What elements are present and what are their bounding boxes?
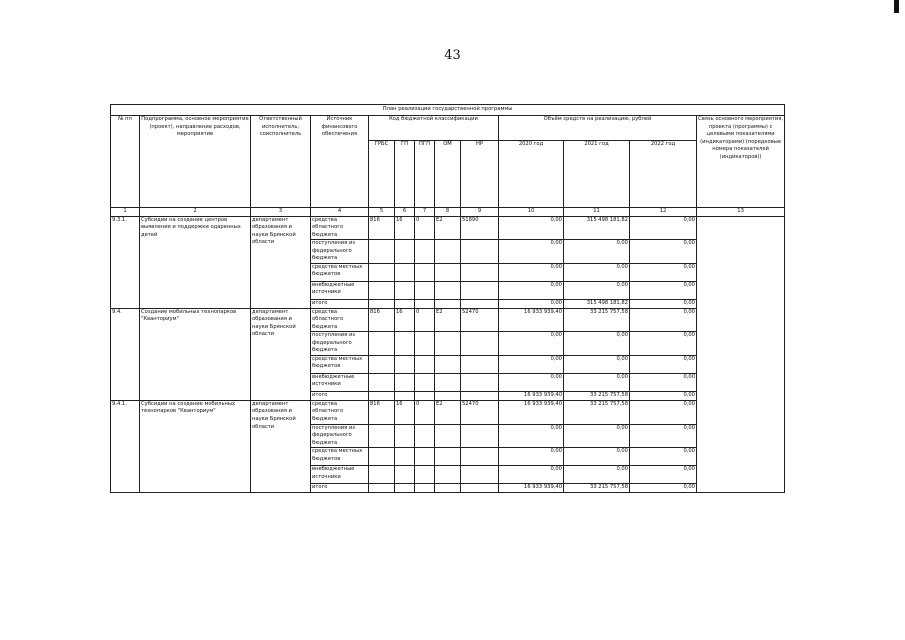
code-grbs: [369, 424, 395, 448]
code-grbs: [369, 466, 395, 484]
code-grbs: [369, 299, 395, 308]
code-gp: [395, 281, 415, 299]
row-number: 9.3.1.: [111, 216, 140, 308]
responsible-executor: департамент образования и науки Брянской области: [251, 308, 311, 400]
amount-2021: 0,00: [564, 424, 630, 448]
amount-2020: 16 933 939,40: [499, 391, 564, 400]
code-gp: [395, 263, 415, 281]
code-pgp: [415, 332, 435, 356]
code-pgp: [415, 373, 435, 391]
code-om: [435, 391, 461, 400]
amount-2020: 16 933 939,40: [499, 308, 564, 332]
code-nr: [461, 484, 499, 493]
code-grbs: [369, 484, 395, 493]
amount-2022: 0,00: [630, 466, 697, 484]
funding-source: итого: [311, 391, 369, 400]
column-number: 11: [564, 208, 630, 217]
amount-2022: 0,00: [630, 281, 697, 299]
code-om: [435, 299, 461, 308]
code-om: [435, 263, 461, 281]
measure-name: Субсидии на создание мобильных технопарков "Кванториум": [140, 400, 251, 492]
code-om: Е2: [435, 308, 461, 332]
header-om: ОМ: [435, 141, 461, 208]
code-grbs: [369, 240, 395, 264]
header-links: Связь основного мероприятия, проекта (программы) с целевыми показателями (индикаторами) (порядковые номера показателей (индикаторов)): [697, 116, 785, 208]
program-plan-table: [110, 104, 785, 493]
amount-2021: 0,00: [564, 263, 630, 281]
code-pgp: [415, 448, 435, 466]
amount-2021: 0,00: [564, 466, 630, 484]
amount-2021: 0,00: [564, 281, 630, 299]
code-om: [435, 466, 461, 484]
amount-2022: 0,00: [630, 332, 697, 356]
amount-2022: 0,00: [630, 299, 697, 308]
funding-source: средства областного бюджета: [311, 308, 369, 332]
code-nr: [461, 240, 499, 264]
code-gp: [395, 466, 415, 484]
amount-2021: 0,00: [564, 240, 630, 264]
header-source: Источник финансового обеспечения: [311, 116, 369, 208]
column-number: 5: [369, 208, 395, 217]
code-nr: [461, 466, 499, 484]
code-grbs: [369, 332, 395, 356]
amount-2020: 16 933 939,40: [499, 484, 564, 493]
amount-2021: 33 215 757,58: [564, 484, 630, 493]
amount-2021: 315 498 181,82: [564, 299, 630, 308]
responsible-executor: департамент образования и науки Брянской области: [251, 216, 311, 308]
table-row: [111, 308, 785, 332]
amount-2020: 0,00: [499, 263, 564, 281]
code-gp: [395, 240, 415, 264]
funding-source: средства областного бюджета: [311, 216, 369, 240]
funding-source: поступления из федерального бюджета: [311, 240, 369, 264]
code-grbs: [369, 391, 395, 400]
code-gp: [395, 332, 415, 356]
amount-2020: 0,00: [499, 281, 564, 299]
funding-source: средства местных бюджетов: [311, 263, 369, 281]
amount-2021: 33 215 757,58: [564, 400, 630, 424]
header-gp: ГП: [395, 141, 415, 208]
code-om: [435, 448, 461, 466]
amount-2020: 0,00: [499, 466, 564, 484]
code-om: [435, 484, 461, 493]
code-pgp: [415, 240, 435, 264]
code-gp: [395, 299, 415, 308]
funding-source: внебюджетные источники: [311, 466, 369, 484]
code-nr: [461, 391, 499, 400]
amount-2021: 33 215 757,58: [564, 308, 630, 332]
amount-2022: 0,00: [630, 240, 697, 264]
code-om: [435, 373, 461, 391]
funding-source: итого: [311, 484, 369, 493]
code-pgp: [415, 484, 435, 493]
row-number: 9.4.1.: [111, 400, 140, 492]
row-number: 9.4.: [111, 308, 140, 400]
funding-source: внебюджетные источники: [311, 373, 369, 391]
funding-source: средства областного бюджета: [311, 400, 369, 424]
code-nr: 52470: [461, 308, 499, 332]
header-num: № пп: [111, 116, 140, 208]
amount-2020: 0,00: [499, 216, 564, 240]
header-volume: Объём средств на реализацию, рублей: [499, 116, 697, 141]
amount-2022: 0,00: [630, 484, 697, 493]
funding-source: поступления из федерального бюджета: [311, 332, 369, 356]
funding-source: итого: [311, 299, 369, 308]
header-nr: НР: [461, 141, 499, 208]
header-2022: 2022 год: [630, 141, 697, 208]
column-number: 12: [630, 208, 697, 217]
column-number: 2: [140, 208, 251, 217]
code-nr: [461, 299, 499, 308]
code-om: [435, 240, 461, 264]
funding-source: средства местных бюджетов: [311, 448, 369, 466]
code-pgp: 0: [415, 400, 435, 424]
code-nr: [461, 355, 499, 373]
amount-2020: 0,00: [499, 240, 564, 264]
code-nr: [461, 424, 499, 448]
code-om: [435, 424, 461, 448]
code-om: [435, 332, 461, 356]
amount-2021: 0,00: [564, 373, 630, 391]
table-row: [111, 400, 785, 424]
code-grbs: 816: [369, 216, 395, 240]
code-om: Е2: [435, 400, 461, 424]
code-pgp: [415, 466, 435, 484]
column-number: 3: [251, 208, 311, 217]
amount-2022: 0,00: [630, 448, 697, 466]
code-nr: 52470: [461, 400, 499, 424]
header-2020: 2020 год: [499, 141, 564, 208]
code-grbs: [369, 355, 395, 373]
code-grbs: [369, 263, 395, 281]
amount-2020: 0,00: [499, 299, 564, 308]
column-number: 4: [311, 208, 369, 217]
amount-2021: 0,00: [564, 355, 630, 373]
column-number: 1: [111, 208, 140, 217]
code-nr: [461, 448, 499, 466]
measure-name: Создание мобильных технопарков "Кванториум": [140, 308, 251, 400]
code-pgp: 0: [415, 308, 435, 332]
code-pgp: [415, 299, 435, 308]
amount-2022: 0,00: [630, 216, 697, 240]
amount-2021: 0,00: [564, 448, 630, 466]
code-om: Е2: [435, 216, 461, 240]
code-nr: [461, 263, 499, 281]
scan-edge-mark: [894, 0, 899, 13]
responsible-executor: департамент образования и науки Брянской области: [251, 400, 311, 492]
amount-2022: 0,00: [630, 424, 697, 448]
header-grbs: ГРБС: [369, 141, 395, 208]
code-gp: [395, 391, 415, 400]
code-grbs: [369, 373, 395, 391]
amount-2020: 0,00: [499, 448, 564, 466]
amount-2022: 0,00: [630, 391, 697, 400]
code-gp: [395, 355, 415, 373]
code-pgp: [415, 424, 435, 448]
amount-2021: 0,00: [564, 332, 630, 356]
page-number: 43: [444, 48, 461, 63]
column-number: 6: [395, 208, 415, 217]
code-grbs: [369, 281, 395, 299]
header-2021: 2021 год: [564, 141, 630, 208]
amount-2021: 315 498 181,82: [564, 216, 630, 240]
code-pgp: [415, 391, 435, 400]
code-pgp: [415, 281, 435, 299]
header-responsible: Ответственный исполнитель, соисполнитель: [251, 116, 311, 208]
header-budget-code: Код бюджетной классификации: [369, 116, 499, 141]
code-nr: [461, 281, 499, 299]
amount-2022: 0,00: [630, 373, 697, 391]
code-gp: [395, 373, 415, 391]
column-number: 7: [415, 208, 435, 217]
code-gp: [395, 424, 415, 448]
table-row: [111, 216, 785, 240]
code-nr: 51890: [461, 216, 499, 240]
header-program: Подпрограмма, основное мероприятие (проект), направление расходов, мероприятие: [140, 116, 251, 208]
table-title: План реализации государственной программы: [111, 105, 785, 116]
amount-2021: 33 215 757,58: [564, 391, 630, 400]
indicator-links: [697, 216, 785, 493]
amount-2020: 0,00: [499, 424, 564, 448]
amount-2020: 0,00: [499, 355, 564, 373]
amount-2022: 0,00: [630, 400, 697, 424]
code-gp: [395, 484, 415, 493]
code-om: [435, 281, 461, 299]
amount-2022: 0,00: [630, 263, 697, 281]
code-grbs: 816: [369, 308, 395, 332]
funding-source: средства местных бюджетов: [311, 355, 369, 373]
column-number: 9: [461, 208, 499, 217]
funding-source: поступления из федерального бюджета: [311, 424, 369, 448]
amount-2020: 0,00: [499, 373, 564, 391]
amount-2022: 0,00: [630, 308, 697, 332]
code-grbs: [369, 448, 395, 466]
measure-name: Субсидии на создание центров выявления и поддержки одаренных детей: [140, 216, 251, 308]
column-number: 10: [499, 208, 564, 217]
header-pgp: ПГП: [415, 141, 435, 208]
code-gp: [395, 448, 415, 466]
code-pgp: [415, 263, 435, 281]
code-gp: 16: [395, 216, 415, 240]
code-pgp: 0: [415, 216, 435, 240]
amount-2020: 0,00: [499, 332, 564, 356]
code-gp: 16: [395, 308, 415, 332]
code-gp: 16: [395, 400, 415, 424]
code-pgp: [415, 355, 435, 373]
code-grbs: 816: [369, 400, 395, 424]
amount-2022: 0,00: [630, 355, 697, 373]
code-om: [435, 355, 461, 373]
amount-2020: 16 933 939,40: [499, 400, 564, 424]
code-nr: [461, 373, 499, 391]
funding-source: внебюджетные источники: [311, 281, 369, 299]
column-number: 13: [697, 208, 785, 217]
column-number: 8: [435, 208, 461, 217]
code-nr: [461, 332, 499, 356]
